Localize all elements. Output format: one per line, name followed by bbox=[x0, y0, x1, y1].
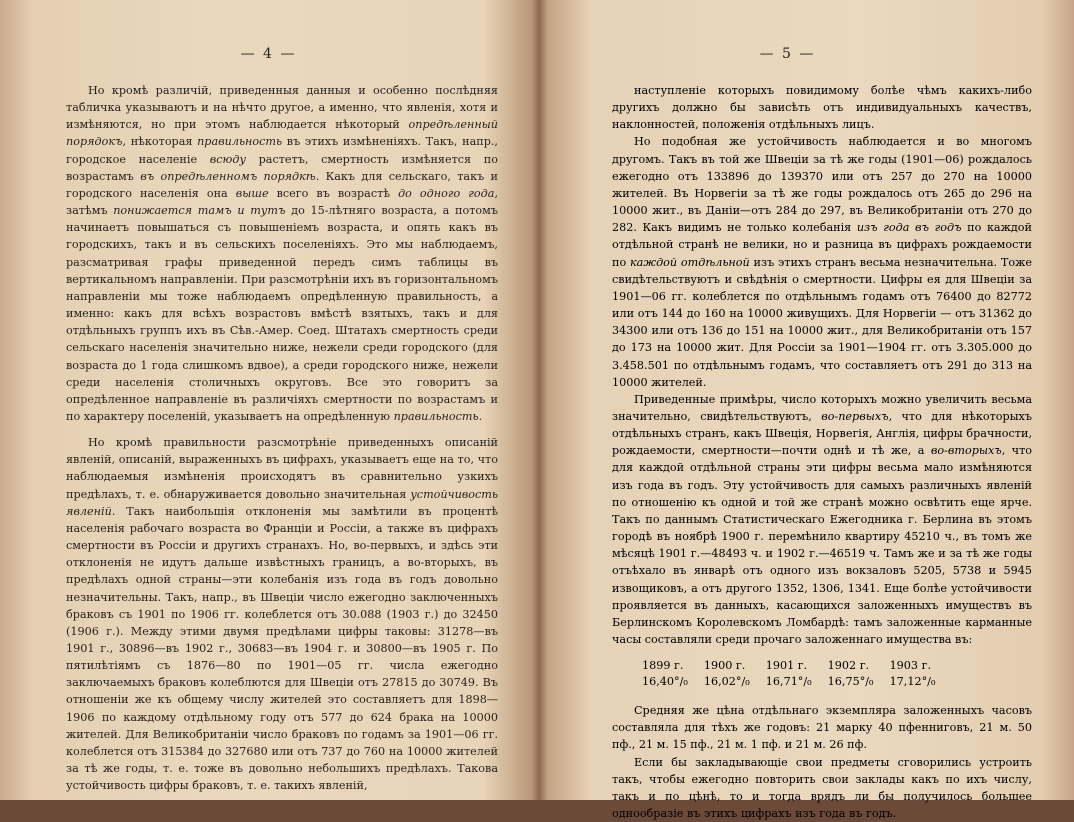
value-cell: 16,40°/₀ bbox=[642, 675, 688, 689]
paragraph: Средняя же цѣна отдѣльнаго экземпляра заложенныхъ часовъ составляла для тѣхъ же годовъ: 21 марку 40 пфенниговъ, 21 м. 50 пф., 21 м. 15 пф., 21 м. 1 пф. и 21 м. 26 пф. bbox=[612, 704, 1032, 752]
year-cell: 1903 г. bbox=[889, 659, 932, 673]
value-cell: 16,71°/₀ bbox=[765, 675, 812, 689]
paragraph: Но подобная же устойчивость наблюдается и во многомъ другомъ. Такъ въ той же Швеціи за тѣ же годы (1901—06) рождалось ежегодно отъ 133896 до 139370 или отъ 257 до 270 на 10000 жителей. Въ Норвегіи за тѣ же годы рождалось отъ 265 до 296 на 10000 жит., въ Даніи—отъ 284 до 297, въ Великобританіи отъ 270 до 282. Какъ видимъ не только колебанія изъ года въ годъ по каждой отдѣльной странѣ не велики, но и разница въ цифрахъ рождаемости по каждой отдѣльной изъ этихъ странъ весьма незначительна. Тоже свидѣтельствуютъ и свѣдѣнія о смертности. Цифры ея для Швеціи за 1901—06 гг. колеблется по отдѣльнымъ годамъ отъ 76400 до 82772 или отъ 144 до 160 на 10000 живущихъ. Для Норвегіи — отъ 31362 до 34300 или отъ 136 до 151 на 10000 жит., для Великобританіи отъ 157 до 173 на 10000 жит. Для Россіи за 1901—1904 гг. отъ 3.305.000 до 3.458.501 по отдѣльнымъ годамъ, что составляетъ отъ 291 до 313 на 10000 жителей. bbox=[612, 135, 1032, 389]
year-cell: 1902 г. bbox=[827, 659, 870, 673]
right-page-text bbox=[612, 82, 1032, 822]
pawned-watches-table bbox=[642, 658, 951, 690]
value-cell: 16,75°/₀ bbox=[827, 675, 874, 689]
year-cell: 1900 г. bbox=[703, 659, 746, 673]
page-number: — 4 — bbox=[240, 46, 297, 62]
value-cell: 16,02°/₀ bbox=[703, 675, 750, 689]
left-page bbox=[0, 0, 537, 800]
value-cell: 17,12°/₀ bbox=[889, 675, 936, 689]
page-number: — 5 — bbox=[759, 46, 816, 62]
year-cell: 1899 г. bbox=[642, 659, 684, 673]
year-cell: 1901 г. bbox=[765, 659, 808, 673]
paragraph: наступленіе которыхъ повидимому болѣе чѣмъ какихъ-либо другихъ должно бы зависѣть отъ индивидуальныхъ качествъ, наклонностей, положенія отдѣльныхъ лицъ. bbox=[612, 84, 1032, 132]
left-page-text bbox=[66, 82, 498, 794]
table-row bbox=[642, 658, 951, 674]
table-row bbox=[642, 674, 951, 690]
paragraph: Приведенные примѣры, число которыхъ можно увеличить весьма значительно, свидѣтельствуютъ, во-первыхъ, что для нѣкоторыхъ отдѣльныхъ странъ, какъ Швеція, Норвегія, Англія, цифры брачности, рождаемости, смертности—почти однѣ и тѣ же, а во-вторыхъ, что для каждой отдѣльной страны эти цифры весьма мало измѣняются изъ года въ годъ. Эту устойчивость для самыхъ различныхъ явленій по отношенію къ одной и той же странѣ можно освѣтить еще ярче. Такъ по даннымъ Статистическаго Ежегодника г. Берлина въ этомъ городѣ въ ноябрѣ 1900 г. перемѣнило квартиру 45210 ч., въ томъ же мѣсяцѣ 1901 г.—48493 ч. и 1902 г.—46519 ч. Тамъ же и за тѣ же годы отъѣхало въ январѣ отъ одного изъ вокзаловъ 5205, 5738 и 5945 извощиковъ, а отъ другого 1352, 1306, 1341. Еще болѣе устойчивости проявляется въ данныхъ, касающихся заложенныхъ имуществъ въ Берлинскомъ Королевскомъ Ломбардѣ: тамъ заложенные карманные часы составляли среди прочаго заложеннаго имущества въ: bbox=[612, 392, 1032, 646]
paragraph: Но кромѣ правильности разсмотрѣніе приведенныхъ описаній явленій, описаній, выраженныхъ въ цифрахъ, указываетъ еще на то, что наблюдаемыя измѣненія происходятъ въ сравнительно узкихъ предѣлахъ, т. е. обнаруживается довольно значительная устойчивость явленій. Такъ наибольшія отклоненія мы замѣтили въ процентѣ населенія рабочаго возраста во Франціи и Россіи, а также въ цифрахъ смертности въ Россіи и другихъ странахъ. Но, во-первыхъ, и здѣсь эти отклоненія не идутъ дальше извѣстныхъ границъ, а во-вторыхъ, въ предѣлахъ одной страны—эти колебанія изъ года въ годъ довольно незначительны. Такъ, напр., въ Швеціи число ежегодно заключенныхъ браковъ съ 1901 по 1906 гг. колеблется отъ 30.088 (1903 г.) до 32450 (1906 г.). Между этими двумя предѣлами цифры таковы: 31278—въ 1901 г., 30896—въ 1902 г., 30683—въ 1904 г. и 30800—въ 1905 г. По пятилѣтіямъ съ 1876—80 по 1901—05 гг. числа ежегодно заключаемыхъ браковъ колеблются для Швеціи отъ 27815 до 30749. Въ отношеніи же къ общему числу жителей это составляетъ для 1898—1906 по каждому отдѣльному году отъ 577 до 624 брака на 10000 жителей. Для Великобританіи число браковъ по годамъ за 1901—06 гг. колеблется отъ 315384 до 327680 или отъ 737 до 760 на 10000 жителей за тѣ же годы, т. е. тоже въ довольно небольшихъ предѣлахъ. Такова устойчивость цифры браковъ, т. е. такихъ явленій, bbox=[66, 436, 498, 793]
paragraph: Но кромѣ различій, приведенныя данныя и особенно послѣдняя табличка указываютъ и на нѣчто другое, а именно, что явленія, хотя и измѣняются, но при этомъ наблюдается нѣкоторый опредѣленный порядокъ, нѣкоторая правильность въ этихъ измѣненіяхъ. Такъ, напр., городское населеніе всюду растетъ, смертность измѣняется по возрастамъ въ опредѣленномъ порядкѣ. Какъ для сельскаго, такъ и городского населенія она выше всего въ возрастѣ до одного года, затѣмъ понижается тамъ и тутъ до 15-лѣтняго возраста, а потомъ начинаетъ повышаться съ повышеніемъ возраста, и опять какъ въ городскихъ, такъ и въ сельскихъ поселеніяхъ. Это мы наблюдаемъ, разсматривая графы приведенной передъ симъ таблицы въ вертикальномъ направленіи. При разсмотрѣніи ихъ въ горизонтальномъ направленіи мы тоже наблюдаемъ опредѣленную правильность, а именно: какъ для всѣхъ возрастовъ вмѣстѣ взятыхъ, такъ и для отдѣльныхъ группъ ихъ въ Сѣв.-Амер. Соед. Штатахъ смертность среди сельскаго населенія значительно ниже, нежели среди городского (для возраста до 1 года слишкомъ вдвое), а среди городского ниже, нежели среди населенія столичныхъ округовъ. Все это говоритъ за опредѣленное направленіе въ различіяхъ смертности по возрастамъ и по характеру поселеній, указываетъ на опредѣленную правильность. bbox=[66, 84, 499, 423]
paragraph: Если бы закладывающіе свои предметы сговорились устроить такъ, чтобы ежегодно повторить свои заклады какъ по ихъ числу, такъ и по цѣнѣ, то и тогда врядъ ли бы получилось большее однообразіе въ этихъ цифрахъ изъ года въ годъ. bbox=[612, 755, 1032, 821]
